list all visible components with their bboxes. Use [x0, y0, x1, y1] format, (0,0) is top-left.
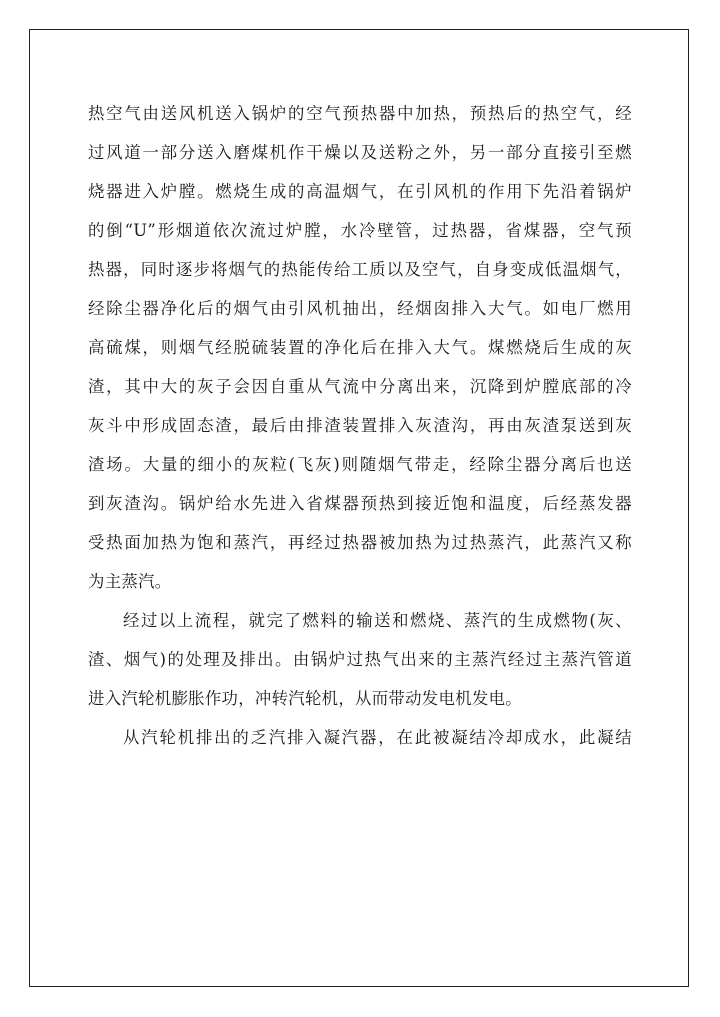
text-line: 从汽轮机排出的乏汽排入凝汽器，在此被凝结冷却成水，此凝结 [123, 728, 632, 747]
paragraph-3 [88, 718, 632, 757]
text-line: 经除尘器净化后的烟气由引风机抽出，经烟囱排入大气。如电厂燃用 [88, 299, 632, 318]
text-line: 灰斗中形成固态渣，最后由排渣装置排入灰渣沟，再由灰渣泵送到灰 [88, 416, 632, 435]
text-line: 烧器进入炉膛。燃烧生成的高温烟气，在引风机的作用下先沿着锅炉 [88, 182, 632, 201]
text-line: 过风道一部分送入磨煤机作干燥以及送粉之外，另一部分直接引至燃 [88, 143, 632, 162]
text-line: 到灰渣沟。锅炉给水先进入省煤器预热到接近饱和温度，后经蒸发器 [88, 494, 632, 513]
text-line: 热器，同时逐步将烟气的热能传给工质以及空气，自身变成低温烟气， [88, 260, 632, 279]
text-line: 为主蒸汽。 [88, 572, 172, 591]
text-line: 渣场。大量的细小的灰粒(飞灰)则随烟气带走，经除尘器分离后也送 [88, 455, 632, 474]
paragraph-2 [88, 601, 632, 718]
text-line: 高硫煤，则烟气经脱硫装置的净化后在排入大气。煤燃烧后生成的灰 [88, 338, 632, 357]
text-line: 受热面加热为饱和蒸汽，再经过热器被加热为过热蒸汽，此蒸汽又称 [88, 533, 632, 552]
text-line: 渣、烟气)的处理及排出。由锅炉过热气出来的主蒸汽经过主蒸汽管道 [88, 650, 632, 669]
text-line: 进入汽轮机膨胀作功，冲转汽轮机，从而带动发电机发电。 [88, 689, 522, 708]
text-line: 渣，其中大的灰子会因自重从气流中分离出来，沉降到炉膛底部的冷 [88, 377, 632, 396]
paragraph-1 [88, 94, 632, 601]
text-line: 的倒“U”形烟道依次流过炉膛，水冷壁管，过热器，省煤器，空气预 [88, 221, 632, 240]
document-body [88, 94, 632, 757]
text-line: 热空气由送风机送入锅炉的空气预热器中加热，预热后的热空气，经 [88, 104, 632, 123]
text-line: 经过以上流程，就完了燃料的输送和燃烧、蒸汽的生成燃物(灰、 [123, 611, 632, 630]
